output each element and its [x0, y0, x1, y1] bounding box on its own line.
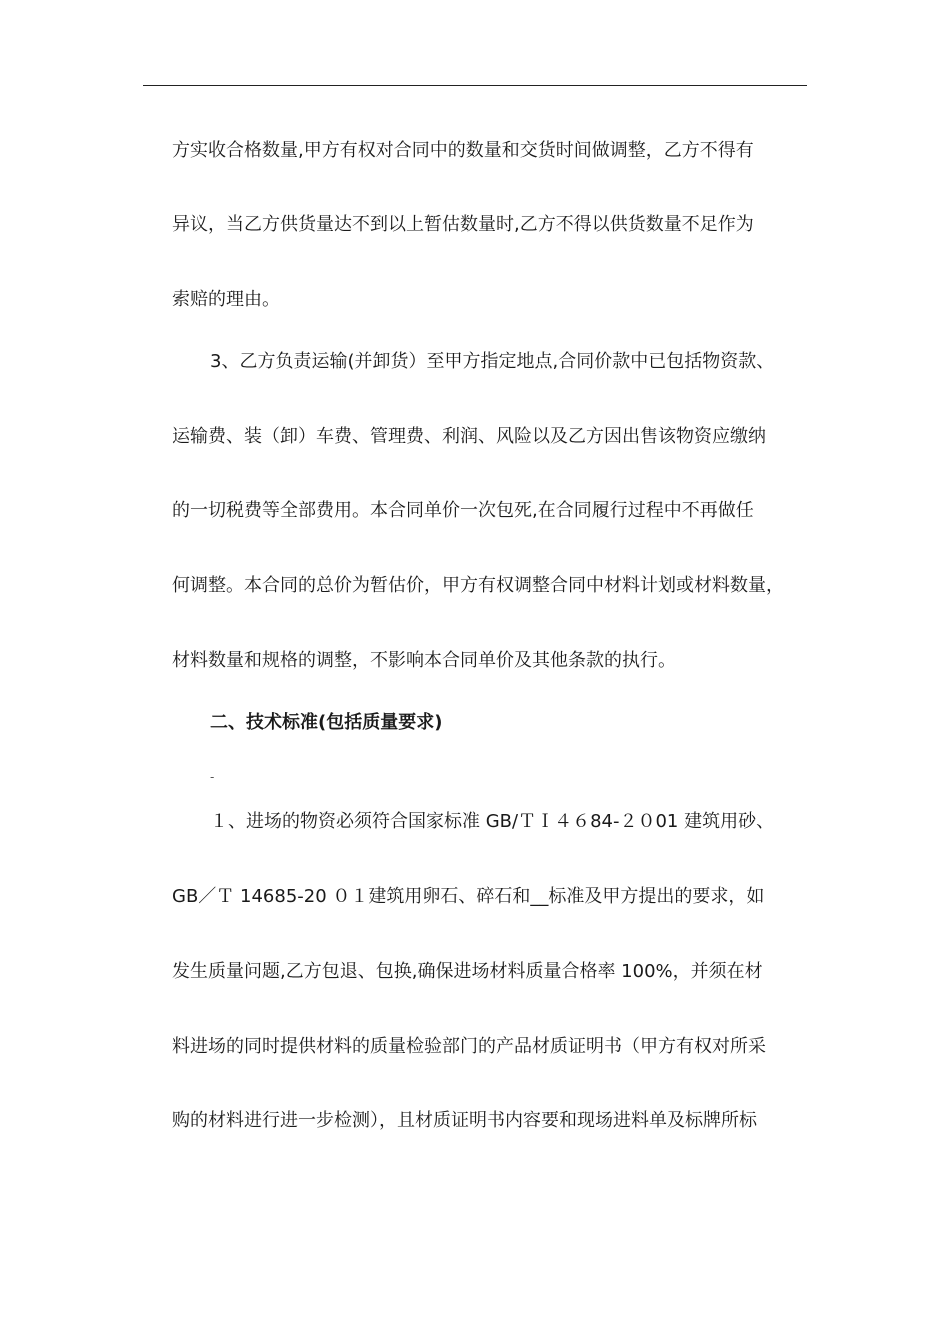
paragraph-line: 料进场的同时提供材料的质量检验部门的产品材质证明书（甲方有权对所采 — [172, 1036, 766, 1057]
header-rule — [143, 85, 807, 86]
paragraph-line: 方实收合格数量,甲方有权对合同中的数量和交货时间做调整，乙方不得有 — [172, 140, 754, 161]
paragraph-line: 购的材料进行进一步检测），且材质证明书内容要和现场进料单及标牌所标 — [172, 1110, 757, 1131]
clause-1-line: １、进场的物资必须符合国家标准 GB/ＴＩ４６84-２０01 建筑用砂、 — [210, 811, 775, 832]
clause-3-line: 3、乙方负责运输(并卸货）至甲方指定地点,合同价款中已包括物资款、 — [210, 351, 775, 372]
paragraph-line: GB／Ｔ 14685-20 ０１建筑用卵石、碎石和__标准及甲方提出的要求，如 — [172, 886, 765, 907]
section-heading: 二、技术标准(包括质量要求) — [210, 712, 443, 733]
paragraph-line: 运输费、装（卸）车费、管理费、利润、风险以及乙方因出售该物资应缴纳 — [172, 426, 766, 447]
paragraph-line: 何调整。本合同的总价为暂估价，甲方有权调整合同中材料计划或材料数量， — [172, 575, 784, 596]
paragraph-line: 发生质量问题,乙方包退、包换,确保进场材料质量合格率 100%，并须在材 — [172, 961, 763, 982]
paragraph-line: 异议，当乙方供货量达不到以上暂估数量时,乙方不得以供货数量不足作为 — [172, 214, 754, 235]
paragraph-line: 材料数量和规格的调整，不影响本合同单价及其他条款的执行。 — [172, 650, 676, 671]
paragraph-line: 的一切税费等全部费用。本合同单价一次包死,在合同履行过程中不再做任 — [172, 500, 754, 521]
stray-mark: - — [210, 770, 215, 784]
paragraph-line: 索赔的理由。 — [172, 289, 280, 310]
